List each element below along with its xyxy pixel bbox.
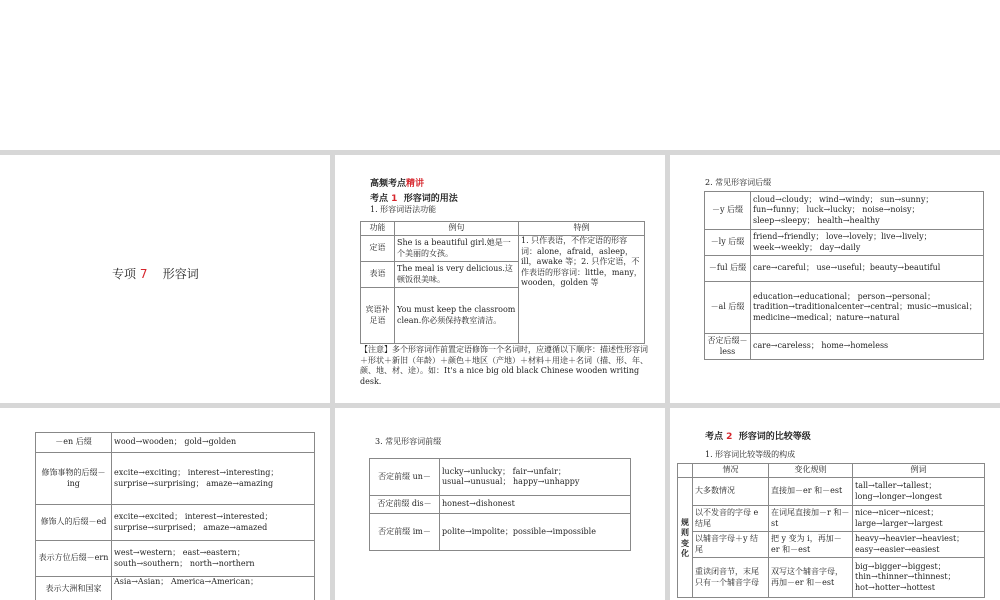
table-row — [36, 541, 315, 577]
cell-example: heavy→heavier→heaviest；easy→easier→easiest — [853, 532, 985, 558]
cell-label: 修饰人的后缀－ed — [36, 505, 112, 541]
table-row — [370, 496, 631, 514]
table-row — [370, 514, 631, 551]
cell-special: 1. 只作表语，不作定语的形容词：alone，afraid，asleep，ill，awake 等；2. 只作定语，不作表语的形容词：little，many，wooden，golden 等 — [519, 236, 645, 344]
note-text: 【注意】多个形容词作前置定语修饰一个名词时，应遵循以下顺序：描述性形容词＋形状＋新旧（年龄）＋颜色＋地区（产地）＋材料＋用途＋名词（描、形、年、颜、地、材、途）。如：It's a nice big old black Chinese wooden writing desk. — [360, 345, 648, 386]
cell-label: 修饰事物的后缀－ing — [36, 453, 112, 505]
cell-example: The meal is very delicious.这顿饭很美味。 — [395, 262, 519, 288]
table-row — [705, 230, 984, 256]
cell-examples: lucky→unlucky； fair→unfair；usual→unusual； happy→unhappy — [440, 459, 631, 496]
table-row — [705, 192, 984, 230]
table-row — [36, 505, 315, 541]
title-prefix: 专项 — [112, 267, 137, 281]
subheading: 3. 常见形容词前缀 — [375, 437, 442, 446]
col-header: 特例 — [519, 222, 645, 236]
subheading: 1. 形容词比较等级的构成 — [705, 450, 796, 459]
table-row — [678, 506, 985, 532]
cell-func: 定语 — [361, 236, 395, 262]
cell-prefix: 否定前缀 im－ — [370, 514, 440, 551]
cell-rule: 双写这个辅音字母，再加－er 和－est — [769, 558, 853, 598]
cell-rule: 直接加－er 和－est — [769, 478, 853, 506]
slide-usage[interactable] — [335, 155, 665, 403]
section-heading — [370, 176, 424, 189]
cell-examples: excite→exciting； interest→interesting；surprise→surprising； amaze→amazing — [112, 453, 315, 505]
cell-func: 宾语补足语 — [361, 288, 395, 344]
cell-examples: education→educational； person→personal；tradition→traditionalcenter→central；music→musical； medicine→medical；nature→natural — [751, 282, 984, 334]
suffix-table-continued — [35, 432, 315, 600]
title-number: 7 — [139, 267, 148, 281]
table-row — [361, 236, 645, 262]
group-label: 规则变化 — [678, 478, 693, 598]
cell-suffix: －ly 后缀 — [705, 230, 751, 256]
table-row — [705, 282, 984, 334]
col-header-blank — [678, 464, 693, 478]
title-text: 形容词 — [162, 267, 199, 281]
cell-func: 表语 — [361, 262, 395, 288]
cell-examples: care→careful； use→useful；beauty→beautiful — [751, 256, 984, 282]
cell-case: 大多数情况 — [693, 478, 769, 506]
slide-cover[interactable] — [0, 155, 330, 403]
point-heading — [705, 429, 811, 442]
cell-examples: care→careless； home→homeless — [751, 334, 984, 360]
cell-rule: 把 y 变为 i，再加－er 和－est — [769, 532, 853, 558]
function-table — [360, 221, 645, 344]
point-number: 2 — [726, 432, 733, 442]
cell-examples: excite→excited； interest→interested；surprise→surprised； amaze→amazed — [112, 505, 315, 541]
cell-suffix: －al 后缀 — [705, 282, 751, 334]
cell-rule: 在词尾直接加－r 和－st — [769, 506, 853, 532]
point-number: 1 — [391, 194, 398, 204]
cell-suffix: －ful 后缀 — [705, 256, 751, 282]
cell-label: 表示大洲和国家 — [36, 577, 112, 600]
comparison-table — [677, 463, 985, 598]
slide-suffixes[interactable] — [670, 155, 1000, 403]
cell-case: 重读闭音节，末尾只有一个辅音字母 — [693, 558, 769, 598]
cover-title — [112, 265, 199, 282]
heading-part-a: 高频考点 — [370, 179, 407, 189]
cell-examples: Asia→Asian； America→American； — [112, 577, 315, 600]
prefix-table — [369, 458, 631, 551]
point-heading — [370, 191, 458, 204]
cell-prefix: 否定前缀 un－ — [370, 459, 440, 496]
cell-examples: honest→dishonest — [440, 496, 631, 514]
table-row — [678, 558, 985, 598]
slide-prefixes[interactable] — [335, 408, 665, 600]
cell-suffix: 否定后缀－less — [705, 334, 751, 360]
cell-case: 以不发音的字母 e 结尾 — [693, 506, 769, 532]
col-header: 例词 — [853, 464, 985, 478]
cell-example: tall→taller→tallest；long→longer→longest — [853, 478, 985, 506]
table-row — [705, 334, 984, 360]
col-header: 例句 — [395, 222, 519, 236]
cell-example: You must keep the classroom clean.你必须保持教室清洁。 — [395, 288, 519, 344]
table-row — [36, 577, 315, 600]
point-title: 形容词的比较等级 — [738, 432, 811, 442]
cell-examples: west→western； east→eastern；south→southern； north→northern — [112, 541, 315, 577]
subheading: 2. 常见形容词后缀 — [705, 178, 772, 187]
table-row — [705, 256, 984, 282]
heading-part-b: 精讲 — [406, 179, 425, 189]
cell-example: She is a beautiful girl.她是一个美丽的女孩。 — [395, 236, 519, 262]
cell-label: －en 后缀 — [36, 433, 112, 453]
cell-examples: friend→friendly； love→lovely；live→lively； week→weekly； day→daily — [751, 230, 984, 256]
cell-suffix: －y 后缀 — [705, 192, 751, 230]
cell-prefix: 否定前缀 dis－ — [370, 496, 440, 514]
cell-examples: cloud→cloudy； wind→windy； sun→sunny；fun→funny； luck→lucky； noise→noisy；sleep→sleepy； health→healthy — [751, 192, 984, 230]
cell-label: 表示方位后缀－ern — [36, 541, 112, 577]
point-label: 考点 — [370, 194, 389, 204]
cell-example: big→bigger→biggest；thin→thinner→thinnest；hot→hotter→hottest — [853, 558, 985, 598]
point-title: 形容词的用法 — [403, 194, 458, 204]
col-header: 情况 — [693, 464, 769, 478]
table-row — [36, 453, 315, 505]
slide-comparison[interactable] — [670, 408, 1000, 600]
table-row — [36, 433, 315, 453]
suffix-table — [704, 191, 984, 360]
table-row — [678, 532, 985, 558]
table-row — [678, 478, 985, 506]
cell-examples: polite→impolite；possible→impossible — [440, 514, 631, 551]
col-header: 功能 — [361, 222, 395, 236]
col-header: 变化规则 — [769, 464, 853, 478]
subheading: 1. 形容词语法功能 — [370, 205, 437, 214]
cell-example: nice→nicer→nicest；large→larger→largest — [853, 506, 985, 532]
cell-examples: wood→wooden； gold→golden — [112, 433, 315, 453]
point-label: 考点 — [705, 432, 724, 442]
cell-case: 以辅音字母＋y 结尾 — [693, 532, 769, 558]
table-row — [370, 459, 631, 496]
slide-suffixes-continued[interactable] — [0, 408, 330, 600]
